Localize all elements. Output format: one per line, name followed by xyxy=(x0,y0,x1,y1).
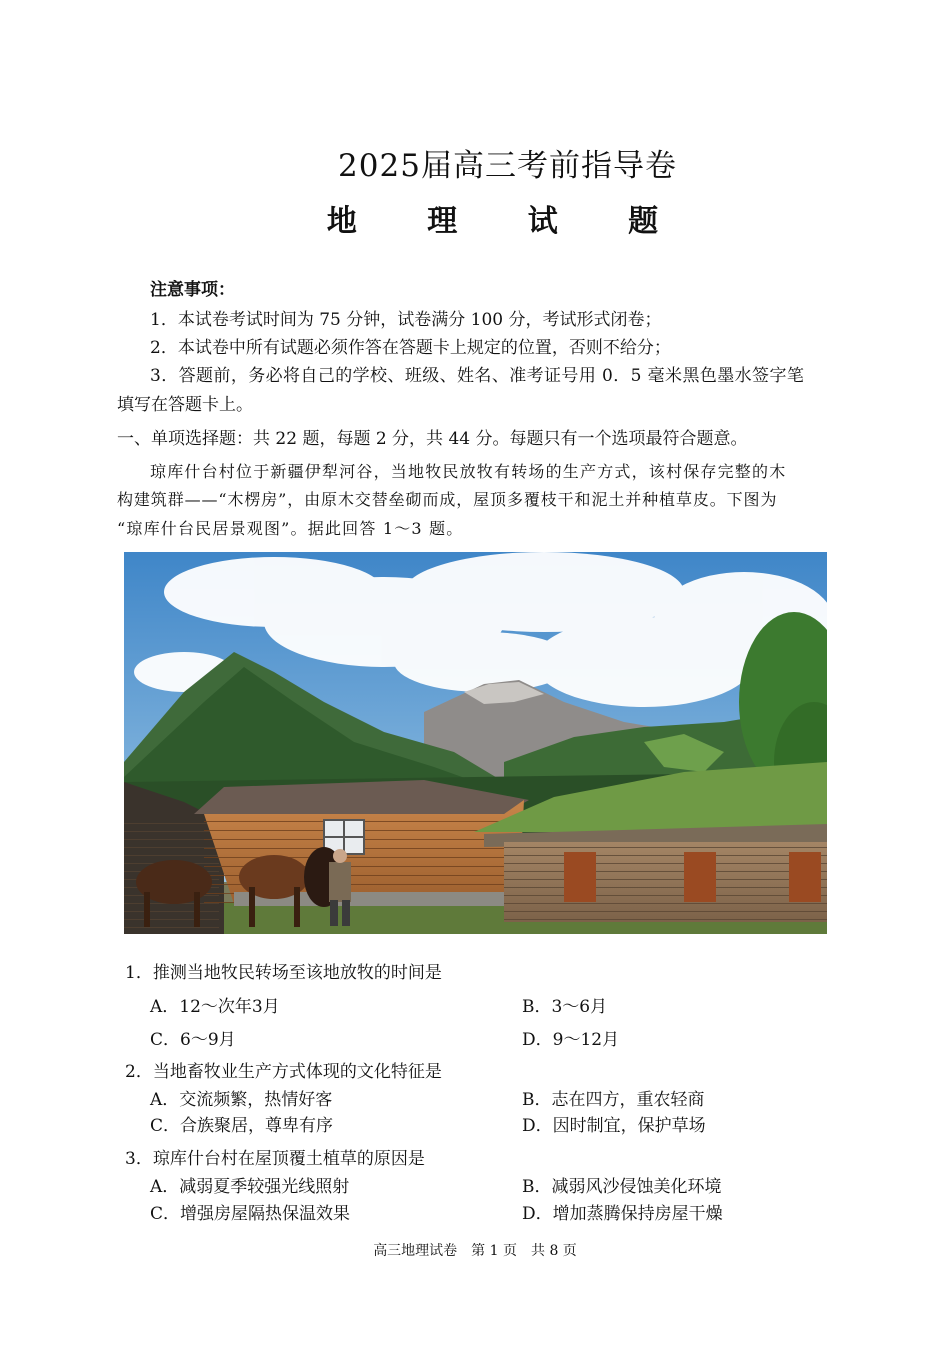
question-3-option-d[interactable]: D．增加蒸腾保持房屋干燥 xyxy=(522,1204,723,1224)
passage-line: “琼库什台民居景观图”。据此回答 1～3 题。 xyxy=(117,519,464,538)
question-3-option-c[interactable]: C．增强房屋隔热保温效果 xyxy=(150,1204,351,1224)
question-3-stem: 3．琼库什台村在屋顶覆土植草的原因是 xyxy=(125,1149,425,1169)
question-2-option-b[interactable]: B．志在四方，重农轻商 xyxy=(522,1090,705,1110)
question-1-option-b[interactable]: B．3～6月 xyxy=(522,997,608,1017)
question-1-stem: 1．推测当地牧民转场至该地放牧的时间是 xyxy=(125,963,442,983)
question-1-option-d[interactable]: D．9～12月 xyxy=(522,1030,620,1050)
exam-subject: 地 理 试 题 xyxy=(326,204,689,239)
question-3-option-b[interactable]: B．减弱风沙侵蚀美化环境 xyxy=(522,1177,722,1197)
question-2-option-d[interactable]: D．因时制宜，保护草场 xyxy=(522,1116,706,1136)
village-landscape-photo xyxy=(124,552,827,934)
question-1-option-c[interactable]: C．6～9月 xyxy=(150,1030,236,1050)
question-3-option-a[interactable]: A．减弱夏季较强光线照射 xyxy=(150,1177,350,1197)
exam-title: 2025届高三考前指导卷 xyxy=(338,148,677,184)
question-2-stem: 2．当地畜牧业生产方式体现的文化特征是 xyxy=(125,1062,442,1082)
question-2-option-a[interactable]: A．交流频繁，热情好客 xyxy=(150,1090,333,1110)
passage-line: 构建筑群——“木楞房”，由原木交替垒砌而成，屋顶多覆枝干和泥土并种植草皮。下图为 xyxy=(117,490,778,509)
passage-line: 琼库什台村位于新疆伊犁河谷，当地牧民放牧有转场的生产方式，该村保存完整的木 xyxy=(150,462,787,481)
notice-item: 3．答题前，务必将自己的学校、班级、姓名、准考证号用 0．5 毫米黑色墨水签字笔 xyxy=(150,366,805,386)
notice-heading: 注意事项： xyxy=(150,280,235,300)
notice-item: 2．本试卷中所有试题必须作答在答题卡上规定的位置，否则不给分； xyxy=(150,338,671,358)
question-1-option-a[interactable]: A．12～次年3月 xyxy=(150,997,280,1017)
section-heading: 一、单项选择题：共 22 题，每题 2 分，共 44 分。每题只有一个选项最符合题意。 xyxy=(117,429,748,449)
notice-item: 1．本试卷考试时间为 75 分钟，试卷满分 100 分，考试形式闭卷； xyxy=(150,310,662,330)
notice-item: 填写在答题卡上。 xyxy=(117,395,253,415)
page-footer: 高三地理试卷 第 1 页 共 8 页 xyxy=(373,1243,577,1259)
question-2-option-c[interactable]: C．合族聚居，尊卑有序 xyxy=(150,1116,334,1136)
